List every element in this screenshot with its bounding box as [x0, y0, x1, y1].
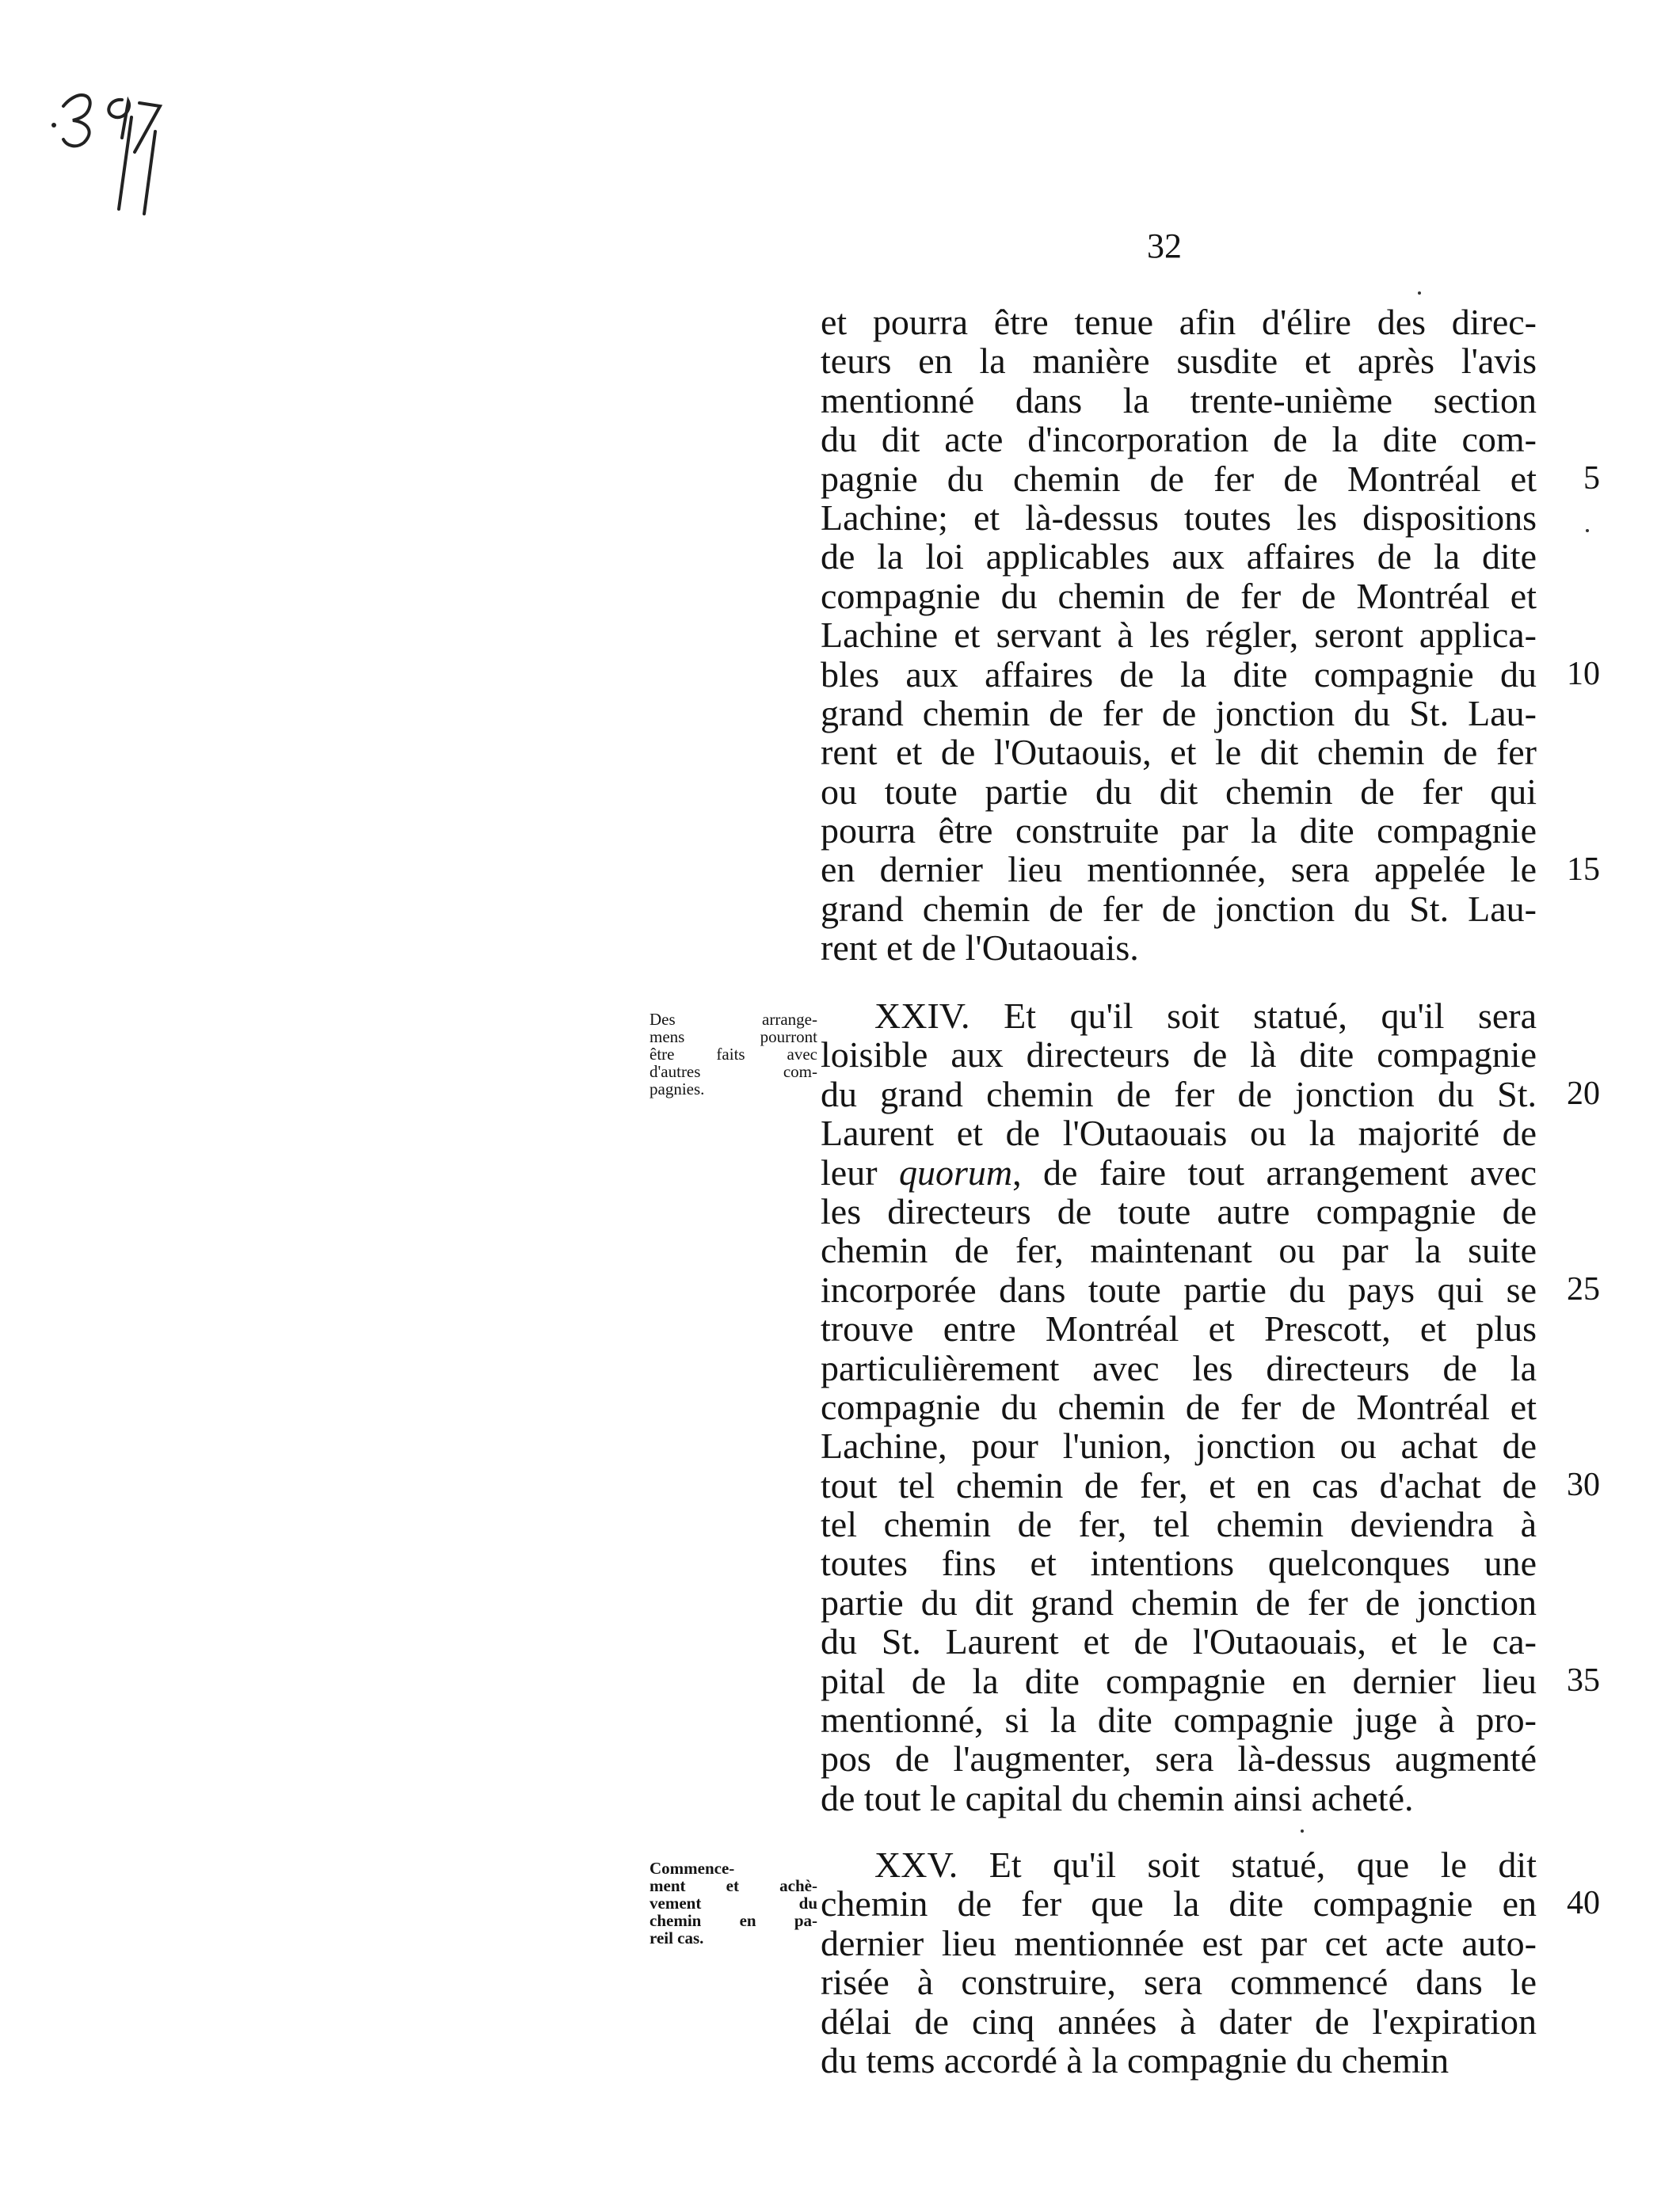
text-line: de tout le capital du chemin ainsi acheté. [821, 1777, 1414, 1818]
text-line: compagnie du chemin de fer de Montréal et [821, 575, 1537, 616]
text-line: pagnie du chemin de fer de Montréal et [821, 458, 1537, 499]
text-line: tel chemin de fer, tel chemin deviendra à [821, 1504, 1537, 1545]
text-line: mentionné, si la dite compagnie juge à pro- [821, 1700, 1537, 1741]
text-line: teurs en la manière susdite et après l'avis [821, 341, 1537, 382]
section-opening-text: Et qu'il soit statué, que le dit [989, 1845, 1537, 1885]
text-line: du tems accordé à la compagnie du chemin [821, 2039, 1450, 2081]
text-line: partie du dit grand chemin de fer de jonction [821, 1582, 1537, 1623]
quorum-line-after: , de faire tout arrangement avec [1012, 1152, 1537, 1193]
margin-note-line: pagnies. [650, 1079, 705, 1098]
text-line: Lachine, pour l'union, jonction ou achat de [821, 1426, 1537, 1467]
text-line: ou toute partie du dit chemin de fer qui [821, 771, 1537, 812]
margin-note-line: reil cas. [650, 1928, 704, 1947]
text-line: tout tel chemin de fer, et en cas d'achat de [821, 1464, 1537, 1506]
print-speck [1418, 291, 1421, 295]
text-line: mentionné dans la trente-unième section [821, 379, 1537, 421]
print-speck [1586, 529, 1589, 532]
quorum-line [821, 1153, 1537, 1192]
text-line: risée à construire, sera commencé dans le [821, 1962, 1537, 2003]
opening-paragraph [821, 303, 1537, 968]
section-xxv [821, 1845, 1537, 2080]
page-number: 32 [1147, 227, 1182, 265]
text-line: du grand chemin de fer de jonction du St. [821, 1073, 1537, 1114]
line-number: 10 [1567, 656, 1600, 692]
section-xxv-margin-note [650, 1860, 817, 1947]
text-line: du St. Laurent et de l'Outaouais, et le ca- [821, 1621, 1537, 1662]
section-xxiv [821, 996, 1537, 1818]
quorum-italic: quorum [898, 1152, 1013, 1193]
margin-note-line: vement du [650, 1894, 817, 1913]
text-line: en dernier lieu mentionnée, sera appelée le [821, 849, 1537, 890]
text-line: Lachine; et là-dessus toutes les dispositions [821, 497, 1537, 538]
text-line: incorporée dans toute partie du pays qui se [821, 1269, 1537, 1310]
line-number: 5 [1583, 460, 1600, 497]
text-line: grand chemin de fer de jonction du St. Lau- [821, 888, 1537, 929]
text-line: Lachine et servant à les régler, seront applica- [821, 615, 1537, 656]
text-line: pos de l'augmenter, sera là-dessus augmenté [821, 1738, 1537, 1780]
line-number: 40 [1567, 1885, 1600, 1921]
text-line: loisible aux directeurs de là dite compagnie [821, 1034, 1537, 1076]
text-line: chemin de fer, maintenant ou par la suite [821, 1230, 1537, 1271]
text-line: particulièrement avec les directeurs de la [821, 1347, 1537, 1388]
text-line: délai de cinq années à dater de l'expiration [821, 2001, 1537, 2042]
text-line: Laurent et de l'Outaouais ou la majorité de [821, 1113, 1537, 1154]
margin-note-line: mens pourront [650, 1027, 817, 1046]
text-line: trouve entre Montréal et Prescott, et plus [821, 1308, 1537, 1350]
margin-note-line: chemin en pa- [650, 1911, 817, 1930]
text-line: pital de la dite compagnie en dernier lieu [821, 1660, 1537, 1701]
text-line: et pourra être tenue afin d'élire des direc- [821, 302, 1537, 342]
line-number: 25 [1567, 1271, 1600, 1308]
margin-note-line: d'autres com- [650, 1062, 817, 1081]
line-number: 15 [1567, 851, 1600, 888]
section-xxiv-margin-note [650, 1011, 817, 1098]
text-line: dernier lieu mentionnée est par cet acte auto- [821, 1922, 1537, 1963]
margin-note-line: être faits avec [650, 1045, 817, 1064]
text-line: du dit acte d'incorporation de la dite com- [821, 419, 1537, 460]
line-number: 35 [1567, 1662, 1600, 1699]
text-line: pourra être construite par la dite compagnie [821, 810, 1537, 851]
text-line: rent et de l'Outaouis, et le dit chemin de fer [821, 732, 1537, 773]
print-speck [1301, 1829, 1304, 1833]
section-opening-text: Et qu'il soit statué, qu'il sera [1004, 996, 1537, 1036]
margin-note-line: Commence- [650, 1859, 735, 1878]
text-line: bles aux affaires de la dite compagnie du [821, 653, 1537, 695]
text-line: toutes fins et intentions quelconques une [821, 1543, 1537, 1584]
section-heading-line [821, 996, 1537, 1035]
text-line: rent et de l'Outaouais. [821, 927, 1139, 969]
quorum-line-before: leur [821, 1152, 899, 1193]
text-line: grand chemin de fer de jonction du St. Lau- [821, 692, 1537, 733]
text-line: compagnie du chemin de fer de Montréal et [821, 1386, 1537, 1427]
text-line: les directeurs de toute autre compagnie de [821, 1190, 1537, 1232]
section-heading-line [821, 1845, 1537, 1884]
section-numeral: XXV. [874, 1845, 958, 1885]
section-numeral: XXIV. [874, 996, 970, 1036]
margin-note-line: Des arrange- [650, 1010, 817, 1029]
line-number: 20 [1567, 1076, 1600, 1112]
handwritten-folio-mark [46, 82, 220, 217]
margin-note-line: ment et achè- [650, 1876, 817, 1895]
line-number: 30 [1567, 1467, 1600, 1503]
text-line: chemin de fer que la dite compagnie en [821, 1883, 1537, 1925]
text-line: de la loi applicables aux affaires de la dite [821, 536, 1537, 577]
